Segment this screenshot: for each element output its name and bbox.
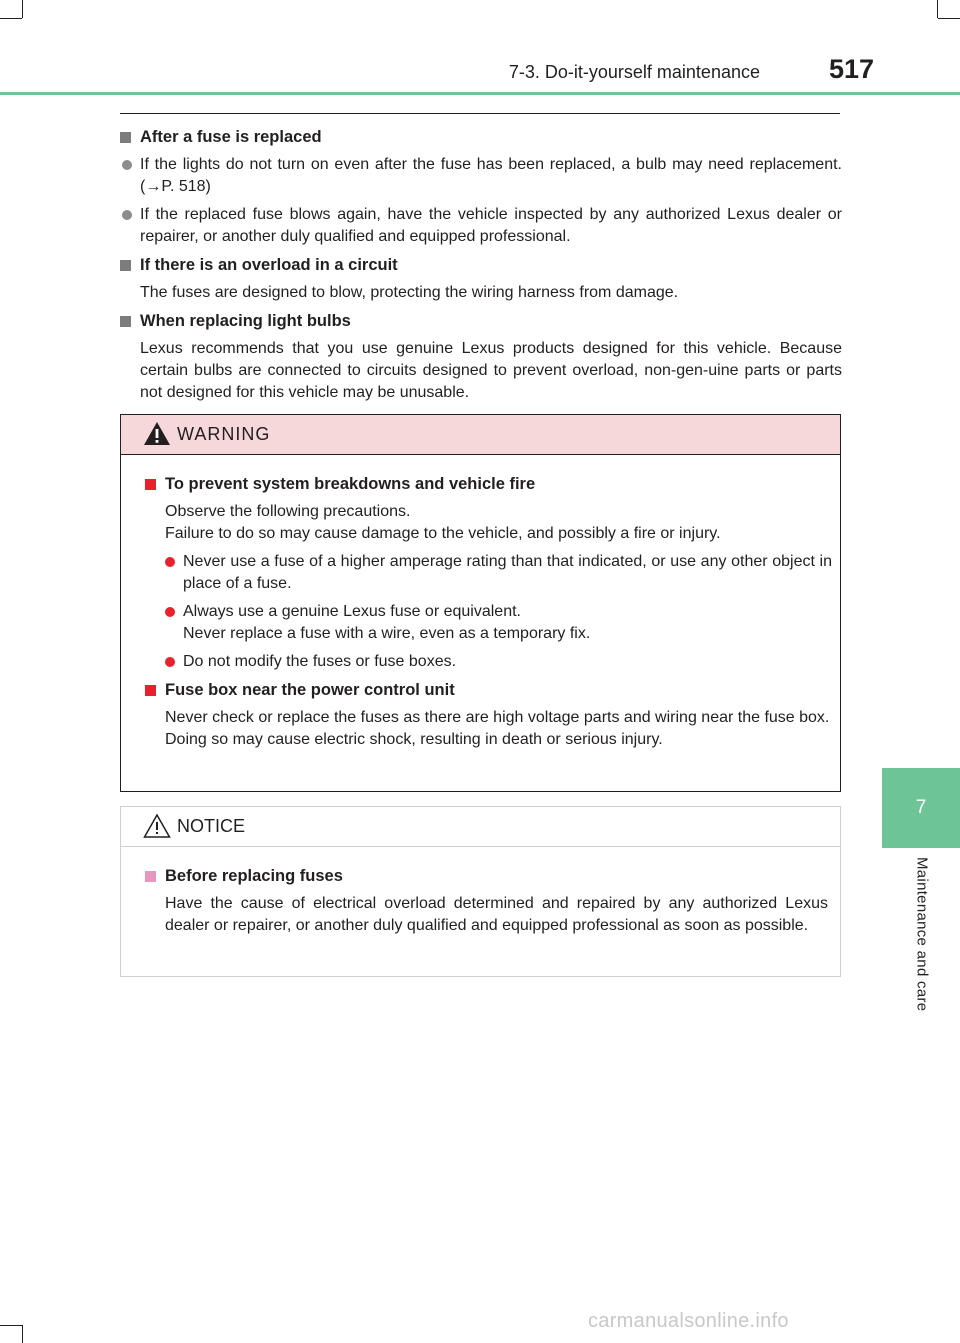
warning-text: Never check or replace the fuses as there are high voltage parts and wiring near the fuse box. Doing so may cause electric shock, resulting in death or serious injury. — [165, 709, 830, 748]
notice-text: Have the cause of electrical overload determined and repaired by any authorized Lexus dealer or repairer, or another duly qualified and equipped professional as soon as possible. — [165, 895, 828, 934]
chapter-tab[interactable] — [882, 768, 960, 848]
warning-triangle-icon — [143, 421, 171, 447]
circle-bullet-icon — [122, 210, 132, 220]
notice-box — [120, 806, 841, 977]
chapter-title: Maintenance and care — [913, 857, 931, 1012]
circle-bullet-icon — [165, 557, 175, 567]
warning-title: WARNING — [177, 424, 271, 444]
square-bullet-icon — [120, 132, 131, 143]
notice-heading: Before replacing fuses — [145, 865, 828, 887]
watermark-url: carmanualsonline.info — [588, 1310, 789, 1332]
chapter-number: 7 — [915, 797, 927, 818]
notice-header — [121, 807, 840, 847]
crop-mark — [937, 0, 938, 18]
circle-bullet-icon — [122, 160, 132, 170]
crop-mark — [0, 1325, 22, 1326]
section-text: The fuses are designed to blow, protecting the wiring harness from damage. — [140, 284, 679, 301]
section-heading: After a fuse is replaced — [120, 126, 842, 148]
section-after-fuse-replaced — [120, 126, 842, 248]
page-number: 517 — [828, 54, 874, 84]
section-heading: When replacing light bulbs — [120, 310, 842, 332]
crop-mark — [938, 18, 960, 19]
warning-text: Observe the following precautions. Failure to do so may cause damage to the vehicle, and possibly a fire or injury. — [165, 503, 721, 542]
section-replacing-bulbs — [120, 310, 842, 404]
crop-mark — [22, 0, 23, 18]
warning-heading: To prevent system breakdowns and vehicle fire — [145, 473, 832, 495]
warning-header — [121, 415, 840, 455]
crop-mark — [0, 18, 22, 19]
list-item: Never use a fuse of a higher amperage rating than that indicated, or use any other object in place of a fuse. — [163, 551, 832, 595]
circle-bullet-icon — [165, 607, 175, 617]
chapter-label — [902, 857, 942, 1047]
warning-body — [121, 455, 840, 751]
square-bullet-icon — [145, 479, 156, 490]
warning-box — [120, 414, 841, 792]
circle-bullet-icon — [165, 657, 175, 667]
square-bullet-icon — [120, 260, 131, 271]
list-item: Always use a genuine Lexus fuse or equivalent. Never replace a fuse with a wire, even as a temporary fix. — [163, 601, 832, 645]
list-item: Do not modify the fuses or fuse boxes. — [163, 651, 832, 673]
warning-heading: Fuse box near the power control unit — [145, 679, 832, 701]
notice-title: NOTICE — [177, 816, 246, 836]
square-bullet-icon — [145, 685, 156, 696]
section-text: Lexus recommends that you use genuine Lexus products designed for this vehicle. Because certain bulbs are connected to circuits designed to prevent overload, non-gen-uine parts or parts not designed for this vehicle may be unusable. — [140, 340, 842, 401]
notice-body — [121, 847, 840, 937]
square-bullet-icon — [120, 316, 131, 327]
notice-triangle-icon — [143, 813, 171, 839]
list-item: If the lights do not turn on even after the fuse has been replaced, a bulb may need replacement. (→P. 518) — [120, 154, 842, 198]
section-heading: If there is an overload in a circuit — [120, 254, 842, 276]
list-item: If the replaced fuse blows again, have the vehicle inspected by any authorized Lexus dealer or repairer, or another duly qualified and equipped professional. — [120, 204, 842, 248]
header-rule — [0, 92, 960, 95]
square-bullet-icon — [145, 871, 156, 882]
section-overload-circuit — [120, 254, 842, 304]
crop-mark — [22, 1325, 23, 1343]
section-title: 7-3. Do-it-yourself maintenance — [508, 62, 760, 82]
content-rule — [120, 113, 840, 114]
